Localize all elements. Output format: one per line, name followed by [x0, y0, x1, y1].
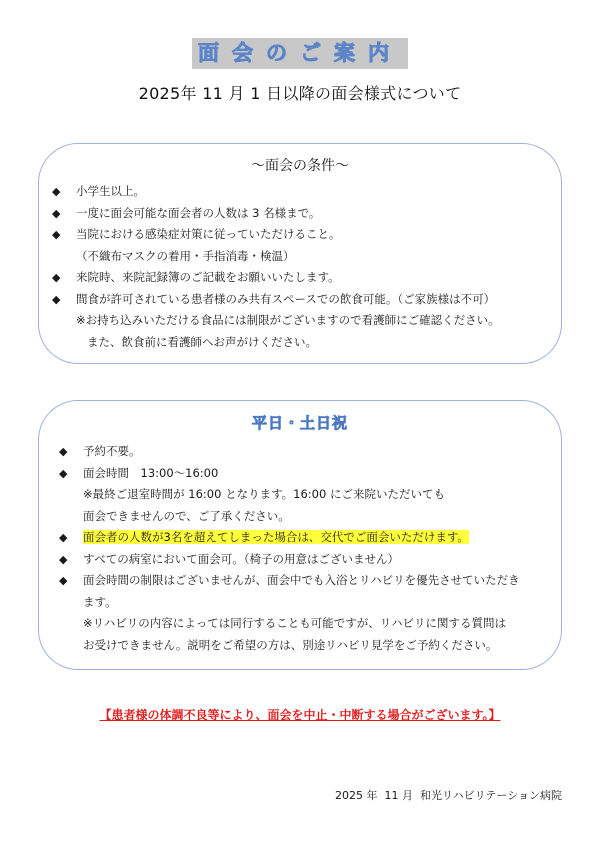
item-note: ※リハビリの内容によっては同行することも可能ですが、リハビリに関する質問は: [83, 616, 506, 630]
diamond-bullet-icon: ◆: [52, 271, 61, 284]
list-item: [59, 570, 561, 656]
item-text: 予約不要。: [83, 444, 141, 458]
schedule-box: [38, 400, 562, 670]
diamond-bullet-icon: ◆: [59, 574, 68, 587]
item-text-cont: ます。: [83, 594, 117, 609]
item-text: 間食が許可されている患者様のみ共有スペースでの飲食可能。（ご家族様は不可）: [76, 291, 496, 306]
list-item: [59, 463, 561, 528]
page-subtitle: 2025年 11 月 1 日以降の面会様式について: [138, 84, 462, 103]
item-text: 来院時、来院記録簿のご記載をお願いいたします。: [76, 270, 340, 284]
highlighted-text: 面会者の人数が3名を超えてしまった場合は、交代でご面会いただけます。: [83, 530, 469, 544]
diamond-bullet-icon: ◆: [52, 228, 61, 241]
list-item: [52, 224, 561, 267]
list-item: [59, 549, 561, 571]
item-note: ※お持ち込みいただける食品には制限がございますので看護師にご確認ください。: [76, 313, 500, 327]
diamond-bullet-icon: ◆: [59, 531, 68, 544]
list-item: [52, 181, 561, 203]
item-text: すべての病室において面会可。（椅子の用意はございません）: [83, 551, 400, 566]
diamond-bullet-icon: ◆: [52, 292, 61, 306]
list-item: [52, 267, 561, 289]
footer-signature: 2025 年 11 月 和光リハビリテーション病院: [335, 789, 562, 802]
list-item: [52, 289, 561, 354]
item-note: 面会できませんので、ご了承ください。: [83, 508, 290, 523]
diamond-bullet-icon: ◆: [59, 466, 68, 480]
item-subtext: （不織布マスクの着用・手指消毒・検温）: [76, 248, 295, 263]
conditions-box: [38, 143, 562, 364]
item-text: 小学生以上。: [76, 184, 145, 198]
list-item: [52, 203, 561, 225]
diamond-bullet-icon: ◆: [59, 445, 68, 458]
item-text: 当院における感染症対策に従っていただけること。: [76, 227, 341, 241]
list-item: [59, 441, 561, 463]
page-title: 面会のご案内: [192, 38, 408, 69]
diamond-bullet-icon: ◆: [52, 185, 61, 198]
diamond-bullet-icon: ◆: [52, 206, 61, 220]
conditions-list: [52, 181, 561, 353]
item-note: また、飲食前に看護師へお声がけください。: [87, 334, 317, 349]
schedule-heading: 平日・土日祝: [251, 414, 348, 432]
title-wrap: [0, 38, 600, 69]
item-text: 面会時間の制限はございませんが、面会中でも入浴とリハビリを優先させていただき: [83, 573, 520, 587]
item-text: 一度に面会可能な面会者の人数は 3 名様まで。: [76, 205, 321, 220]
item-note: お受けできません。説明をご希望の方は、別途リハビリ見学をご予約ください。: [83, 637, 498, 652]
warning-notice: 【患者様の体調不良等により、面会を中止・中断する場合がございます。】: [99, 708, 501, 722]
list-item: [59, 527, 561, 549]
diamond-bullet-icon: ◆: [59, 552, 68, 566]
conditions-heading: ～面会の条件～: [251, 158, 349, 174]
schedule-list: [59, 441, 561, 656]
visiting-hours: 面会時間 13:00～16:00: [83, 465, 219, 480]
item-note: ※最終ご退室時間が 16:00 となります。16:00 にご来院いただいても: [83, 487, 445, 501]
